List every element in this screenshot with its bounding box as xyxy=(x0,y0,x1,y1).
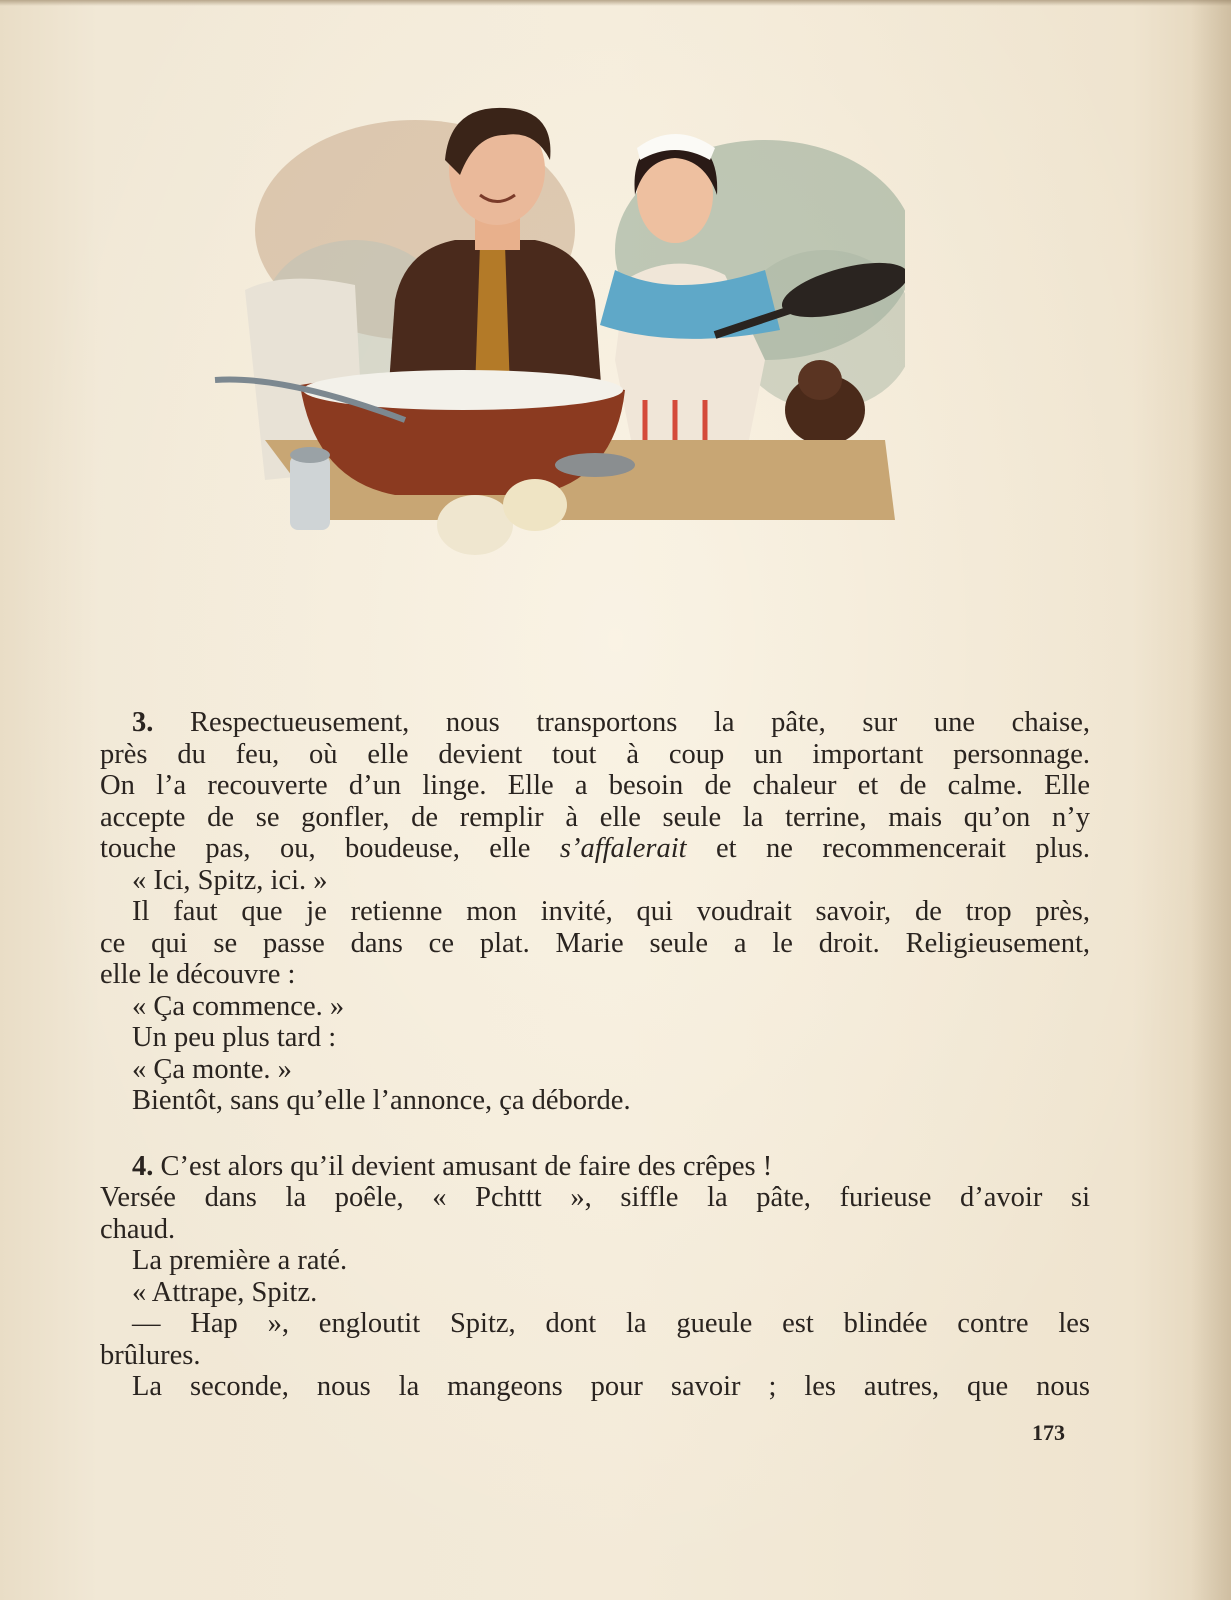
text-line: et ne recommencerait plus. xyxy=(686,833,1091,864)
paragraph-gap xyxy=(100,1117,1090,1151)
page-top-edge xyxy=(0,0,1231,6)
narration-line: Bientôt, sans qu’elle l’annonce, ça déborde. xyxy=(132,1085,631,1116)
paragraph-4-line-2: Versée dans la poêle, « Pchttt », siffle la pâte, furieuse d’avoir si xyxy=(100,1182,1090,1213)
paragraph-4-line-1 xyxy=(100,1151,1090,1183)
page-number: 173 xyxy=(1032,1420,1065,1445)
paragraph-4-line-8: La seconde, nous la mangeons pour savoir ; les autres, que nous xyxy=(132,1371,1090,1402)
paragraph-4-line-7: brûlures. xyxy=(100,1339,201,1371)
paragraph-3-line-9: elle le découvre : xyxy=(100,959,296,990)
crepe-making-illustration xyxy=(205,100,905,560)
paragraph-4-line-6: — Hap », engloutit Spitz, dont la gueule est blindée contre les xyxy=(132,1308,1090,1339)
paragraph-3-line-1 xyxy=(100,707,1090,739)
paragraph-number: 3. xyxy=(132,707,154,738)
italic-word: s’affalerait xyxy=(559,833,687,864)
text-line: Respectueusement, nous transportons la pâte, sur une chaise, xyxy=(190,707,1091,738)
text-line: C’est alors qu’il devient amusant de faire des crêpes ! xyxy=(160,1150,773,1182)
paragraph-3-line-8: ce qui se passe dans ce plat. Marie seule a le droit. Religieusement, xyxy=(100,927,1090,959)
paragraph-number: 4. xyxy=(132,1150,154,1182)
body-text xyxy=(100,707,1090,1403)
narration-line: Un peu plus tard : xyxy=(132,1022,337,1053)
dialog-line: « Ça monte. » xyxy=(132,1053,292,1085)
paragraph-3-line-3: On l’a recouverte d’un linge. Elle a besoin de chaleur et de calme. Elle xyxy=(100,770,1090,801)
paragraph-3-line-2: près du feu, où elle devient tout à coup un important personnage. xyxy=(100,738,1090,770)
spine-shadow xyxy=(1191,0,1231,1600)
text-line: touche pas, ou, boudeuse, elle xyxy=(100,833,560,864)
dialog-line: « Attrape, Spitz. xyxy=(132,1276,318,1308)
paragraph-3-line-4: accepte de se gonfler, de remplir à elle seule la terrine, mais qu’on n’y xyxy=(100,801,1090,833)
paragraph-3-line-5 xyxy=(100,833,1090,865)
paragraph-3-line-7: Il faut que je retienne mon invité, qui voudrait savoir, de trop près, xyxy=(132,896,1090,927)
dialog-line: « Ici, Spitz, ici. » xyxy=(132,864,328,896)
dialog-line: « Ça commence. » xyxy=(132,990,345,1022)
paragraph-4-line-4: La première a raté. xyxy=(132,1245,348,1276)
paragraph-4-line-3: chaud. xyxy=(100,1213,176,1245)
